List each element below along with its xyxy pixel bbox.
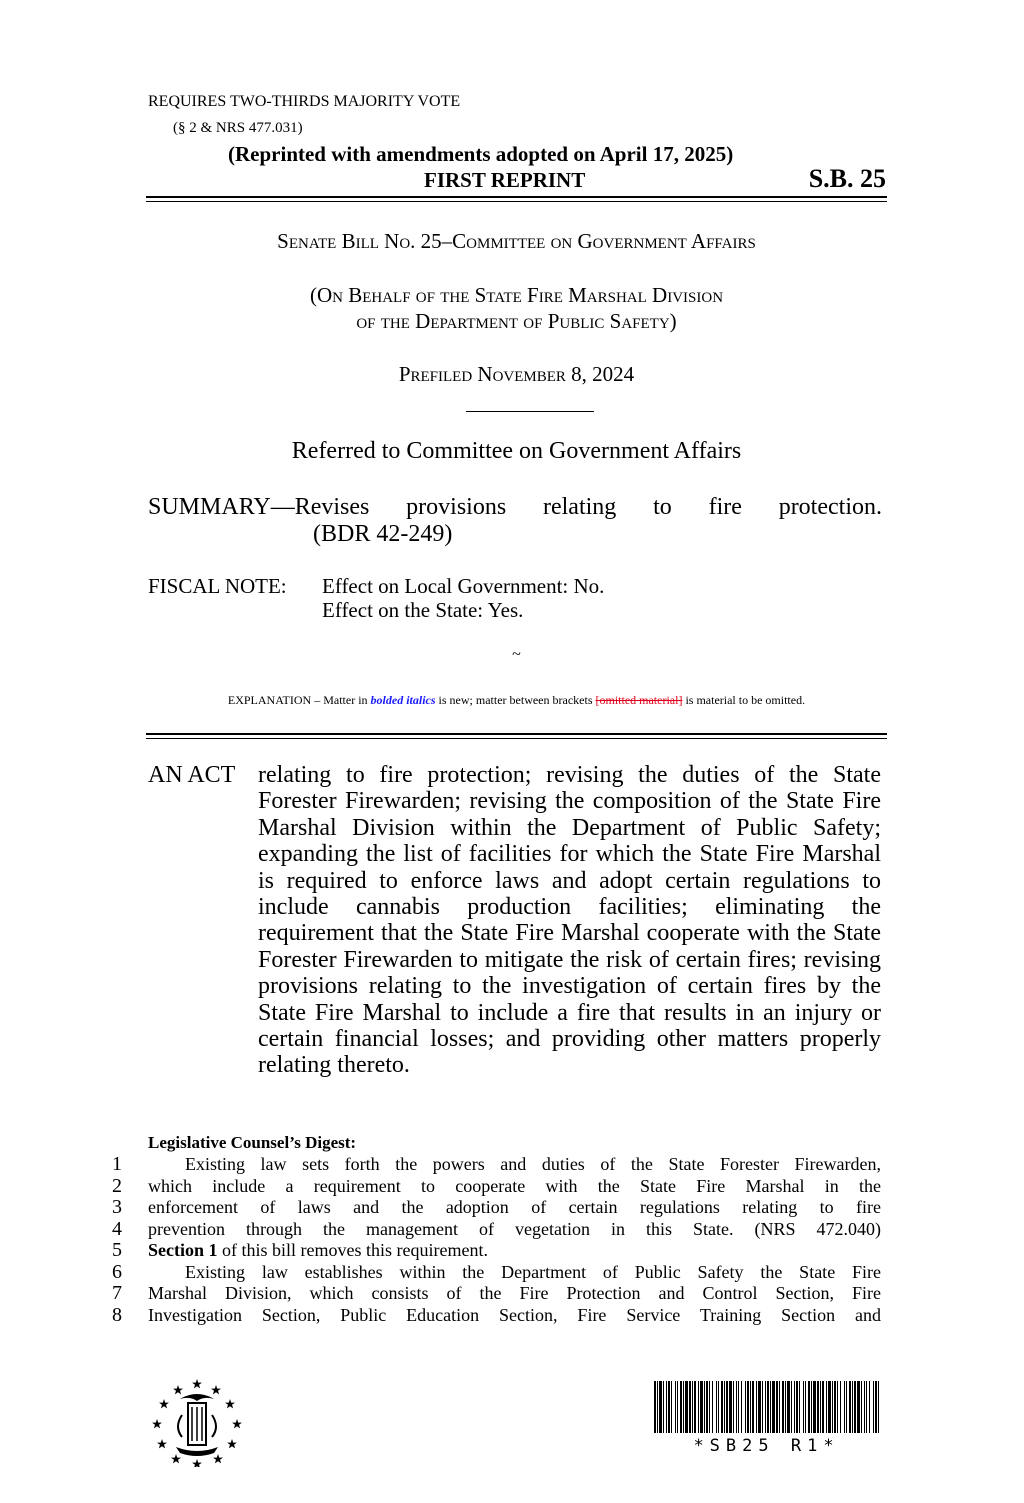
on-behalf-line-1: (On Behalf of the State Fire Marshal Division: [309, 283, 724, 307]
explanation-divider: [146, 733, 887, 739]
digest-line-text: of this bill removes this requirement.: [222, 1240, 488, 1260]
prefiled-date: Prefiled November 8, 2024: [398, 362, 635, 386]
nrs-reference: (§ 2 & NRS 477.031): [173, 120, 303, 136]
state-seal-icon: [152, 1377, 242, 1467]
digest-line: Existing law sets forth the powers and duties of the State Forester Firewarden,: [185, 1154, 881, 1174]
digest-line: which include a requirement to cooperate with the State Fire Marshal in the: [148, 1176, 881, 1196]
digest-section-ref: Section 1: [148, 1240, 218, 1260]
fiscal-note-label: FISCAL NOTE:: [148, 574, 287, 598]
summary-line: [148, 494, 882, 521]
digest-line: enforcement of laws and the adoption of certain regulations relating to fire: [148, 1197, 881, 1217]
bill-title: Senate Bill No. 25–Committee on Government Affairs: [277, 229, 756, 253]
line-number: 5: [112, 1239, 122, 1261]
act-text: relating to fire protection; revising the duties of the State Forester Firewarden; revising the composition of the State Fire Marshal Division within the Department of Public Safety; expanding the list of facilities for which the State Fire Marshal is required to enforce laws and adopt certain regulations to include cannabis production facilities; eliminating the requirement that the State Fire Marshal cooperate with the State Forester Firewarden to mitigate the risk of certain fires; revising provisions relating to the investigation of certain fires by the State Fire Marshal to include a fire that results in an injury or certain financial losses; and providing other matters properly relating thereto.: [258, 762, 881, 1079]
act-label: AN ACT: [148, 762, 236, 788]
short-divider: [466, 411, 594, 412]
line-number: 7: [112, 1282, 122, 1304]
line-number: 1: [112, 1153, 122, 1175]
fiscal-effect-state: Effect on the State: Yes.: [322, 598, 524, 622]
explanation-bold-italics: bolded italics: [370, 693, 436, 707]
line-number: 2: [112, 1175, 122, 1197]
line-number: 4: [112, 1218, 122, 1240]
explanation: [146, 693, 887, 708]
digest-line: prevention through the management of vegetation in this State. (NRS 472.040): [148, 1219, 881, 1239]
line-number: 3: [112, 1196, 122, 1218]
fiscal-effect-local: Effect on Local Government: No.: [322, 574, 605, 598]
referral: Referred to Committee on Government Affairs: [291, 438, 742, 464]
digest-line: [148, 1240, 881, 1261]
digest-line: Existing law establishes within the Department of Public Safety the State Fire: [185, 1262, 881, 1282]
reprint-note: (Reprinted with amendments adopted on April 17, 2025): [228, 142, 734, 166]
summary-bdr: (BDR 42-249): [313, 521, 453, 547]
line-number: 6: [112, 1261, 122, 1283]
reprint-label: FIRST REPRINT: [424, 168, 586, 192]
explanation-suffix: is material to be omitted.: [685, 693, 806, 707]
summary-text: Revises provisions relating to fire protection.: [294, 494, 882, 520]
barcode-text: *SB25 R1*: [693, 1436, 840, 1456]
digest-line: Investigation Section, Public Education Section, Fire Service Training Section and: [148, 1305, 881, 1325]
digest-line: Marshal Division, which consists of the Fire Protection and Control Section, Fire: [148, 1283, 881, 1303]
summary-label: SUMMARY—: [148, 494, 295, 520]
header-divider: [146, 196, 887, 202]
bill-number: S.B. 25: [808, 164, 886, 193]
line-number: 8: [112, 1304, 122, 1326]
digest-title: Legislative Counsel’s Digest:: [148, 1133, 357, 1152]
explanation-middle: is new; matter between brackets: [438, 693, 593, 707]
tilde-mark: ~: [512, 646, 521, 663]
on-behalf-line-2: of the Department of Public Safety): [356, 309, 677, 333]
vote-requirement: REQUIRES TWO-THIRDS MAJORITY VOTE: [148, 93, 461, 110]
explanation-prefix: EXPLANATION – Matter in: [227, 693, 368, 707]
explanation-omitted: [omitted material]: [595, 693, 683, 707]
